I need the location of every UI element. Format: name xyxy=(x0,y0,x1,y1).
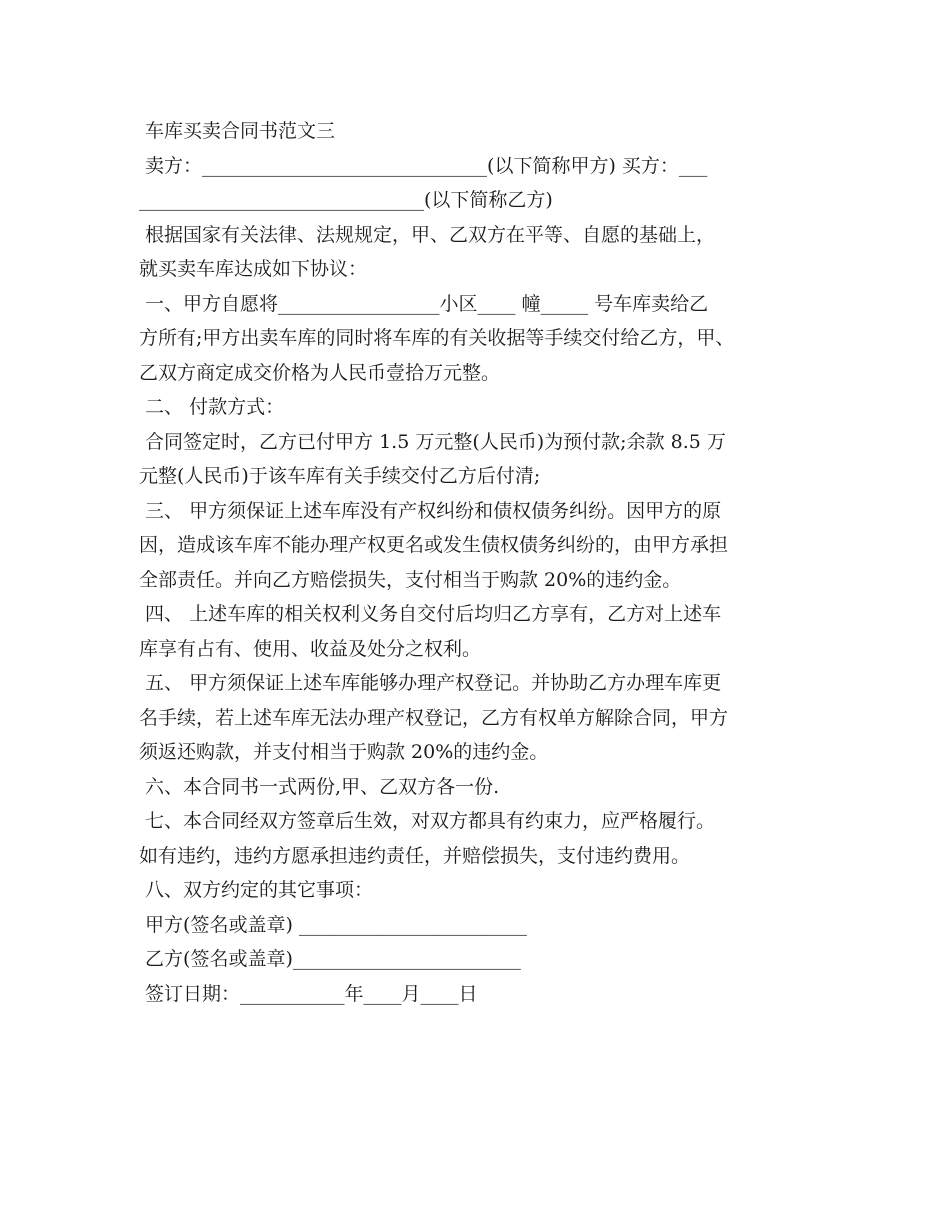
party-a-signature-line: 甲方(签名或盖章) ________________________ xyxy=(139,913,527,936)
clause-5-line: 须返还购款，并支付相当于购款 20%的违约金。 xyxy=(139,741,549,763)
preamble-line: 就买卖车库达成如下协议： xyxy=(139,258,368,280)
clause-1-line: 方所有;甲方出卖车库的同时将车库的有关收据等手续交付给乙方，甲、 xyxy=(139,327,735,349)
clause-1-line: 一、甲方自愿将_________________小区____ 幢_____ 号车库卖给乙 xyxy=(139,292,709,315)
clause-1-line: 乙双方商定成交价格为人民币壹拾万元整。 xyxy=(139,361,501,384)
clause-5-line: 五、 甲方须保证上述车库能够办理产权登记。并协助乙方办理车库更 xyxy=(139,672,722,694)
clause-2-line: 元整(人民币)于该车库有关手续交付乙方后付清; xyxy=(139,465,541,487)
clause-3-line: 因，造成该车库不能办理产权更名或发生债权债务纠纷的，由甲方承担 xyxy=(139,534,729,556)
buyer-continuation-line: ______________________________(以下简称乙方) xyxy=(139,189,553,211)
clause-8-line: 八、双方约定的其它事项： xyxy=(139,879,374,901)
clause-3-line: 全部责任。并向乙方赔偿损失，支付相当于购款 20%的违约金。 xyxy=(139,568,682,591)
clause-3-line: 三、 甲方须保证上述车库没有产权纠纷和债权债务纠纷。因甲方的原 xyxy=(139,499,722,522)
contract-body xyxy=(139,114,819,1011)
clause-7-line: 七、本合同经双方签章后生效，对双方都具有约束力，应严格履行。 xyxy=(139,810,716,832)
clause-7-line: 如有违约，违约方愿承担违约责任，并赔偿损失，支付违约费用。 xyxy=(139,844,691,867)
seller-buyer-line: 卖方：______________________________(以下简称甲方) 买方：___ xyxy=(139,154,708,177)
clause-2-line: 合同签定时，乙方已付甲方 1.5 万元整(人民币)为预付款;余款 8.5 万 xyxy=(139,430,726,453)
document-title: 车库买卖合同书范文三 xyxy=(139,120,336,142)
preamble-line: 根据国家有关法律、法规规定，甲、乙双方在平等、自愿的基础上， xyxy=(139,223,716,246)
clause-6-line: 六、本合同书一式两份,甲、乙双方各一份. xyxy=(139,775,500,798)
clause-4-line: 四、 上述车库的相关权利义务自交付后均归乙方享有，乙方对上述车 xyxy=(139,603,722,625)
clause-4-line: 库享有占有、使用、收益及处分之权利。 xyxy=(139,637,482,660)
party-b-signature-line: 乙方(签名或盖章)________________________ xyxy=(139,948,521,970)
signing-date-line: 签订日期：___________年____月____日 xyxy=(139,982,478,1005)
clause-2-heading: 二、 付款方式： xyxy=(139,396,285,418)
clause-5-line: 名手续，若上述车库无法办理产权登记，乙方有权单方解除合同，甲方 xyxy=(139,706,729,729)
